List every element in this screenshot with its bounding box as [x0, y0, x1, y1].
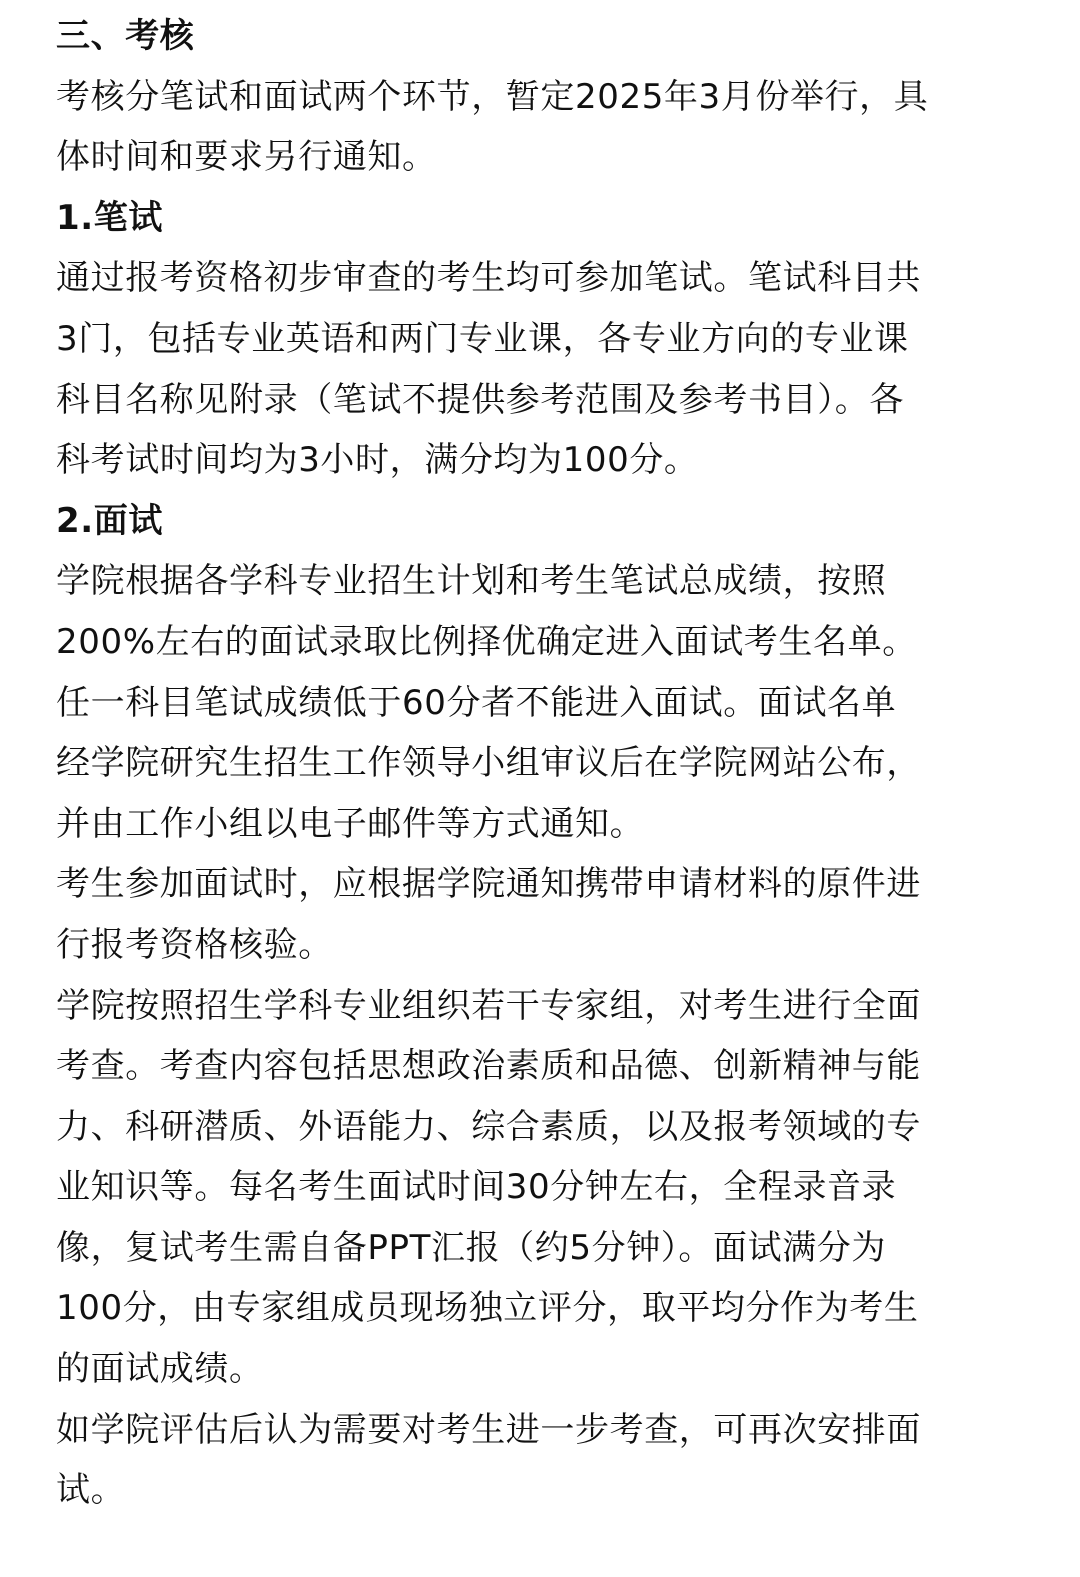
text-line: 业知识等。每名考生面试时间30分钟左右，全程录音录	[56, 1167, 897, 1208]
text-line: 学院根据各学科专业招生计划和考生笔试总成绩，按照	[56, 561, 887, 602]
text-line: 试。	[56, 1470, 126, 1511]
text-line: 考核分笔试和面试两个环节，暂定2025年3月份举行，具	[56, 76, 929, 117]
text-line: 像，复试考生需自备PPT汇报（约5分钟）。面试满分为	[56, 1227, 887, 1268]
text-line: 经学院研究生招生工作领导小组审议后在学院网站公布，	[56, 743, 921, 784]
interview-paragraph-4	[56, 1400, 1026, 1521]
text-line: 考生参加面试时，应根据学院通知携带申请材料的原件进	[56, 864, 921, 905]
text-line: 3门，包括专业英语和两门专业课，各专业方向的专业课	[56, 318, 909, 359]
text-line: 200%左右的面试录取比例择优确定进入面试考生名单。	[56, 621, 917, 662]
document-page	[56, 6, 1026, 1521]
text-line: 的面试成绩。	[56, 1349, 264, 1390]
text-line: 科考试时间均为3小时，满分均为100分。	[56, 440, 699, 481]
text-line: 任一科目笔试成绩低于60分者不能进入面试。面试名单	[56, 682, 897, 723]
text-line: 力、科研潜质、外语能力、综合素质，以及报考领域的专	[56, 1106, 921, 1147]
text-line: 并由工作小组以电子邮件等方式通知。	[56, 803, 645, 844]
interview-paragraph-2	[56, 854, 1026, 975]
text-line: 考查。考查内容包括思想政治素质和品德、创新精神与能	[56, 1046, 921, 1087]
intro-paragraph	[56, 67, 1026, 188]
written-exam-heading: 1.笔试	[56, 197, 163, 238]
interview-paragraph-3	[56, 976, 1026, 1400]
text-line: 科目名称见附录（笔试不提供参考范围及参考书目）。各	[56, 379, 904, 420]
section-title: 三、考核	[56, 16, 195, 56]
written-exam-paragraph	[56, 248, 1026, 490]
text-line: 如学院评估后认为需要对考生进一步考查，可再次安排面	[56, 1409, 921, 1450]
text-line: 行报考资格核验。	[56, 924, 333, 965]
text-line: 通过报考资格初步审查的考生均可参加笔试。笔试科目共	[56, 258, 921, 299]
text-line: 学院按照招生学科专业组织若干专家组，对考生进行全面	[56, 985, 921, 1026]
interview-paragraph-1	[56, 551, 1026, 854]
interview-heading: 2.面试	[56, 500, 163, 541]
text-line: 体时间和要求另行通知。	[56, 137, 437, 178]
text-line: 100分，由专家组成员现场独立评分，取平均分作为考生	[56, 1288, 919, 1329]
